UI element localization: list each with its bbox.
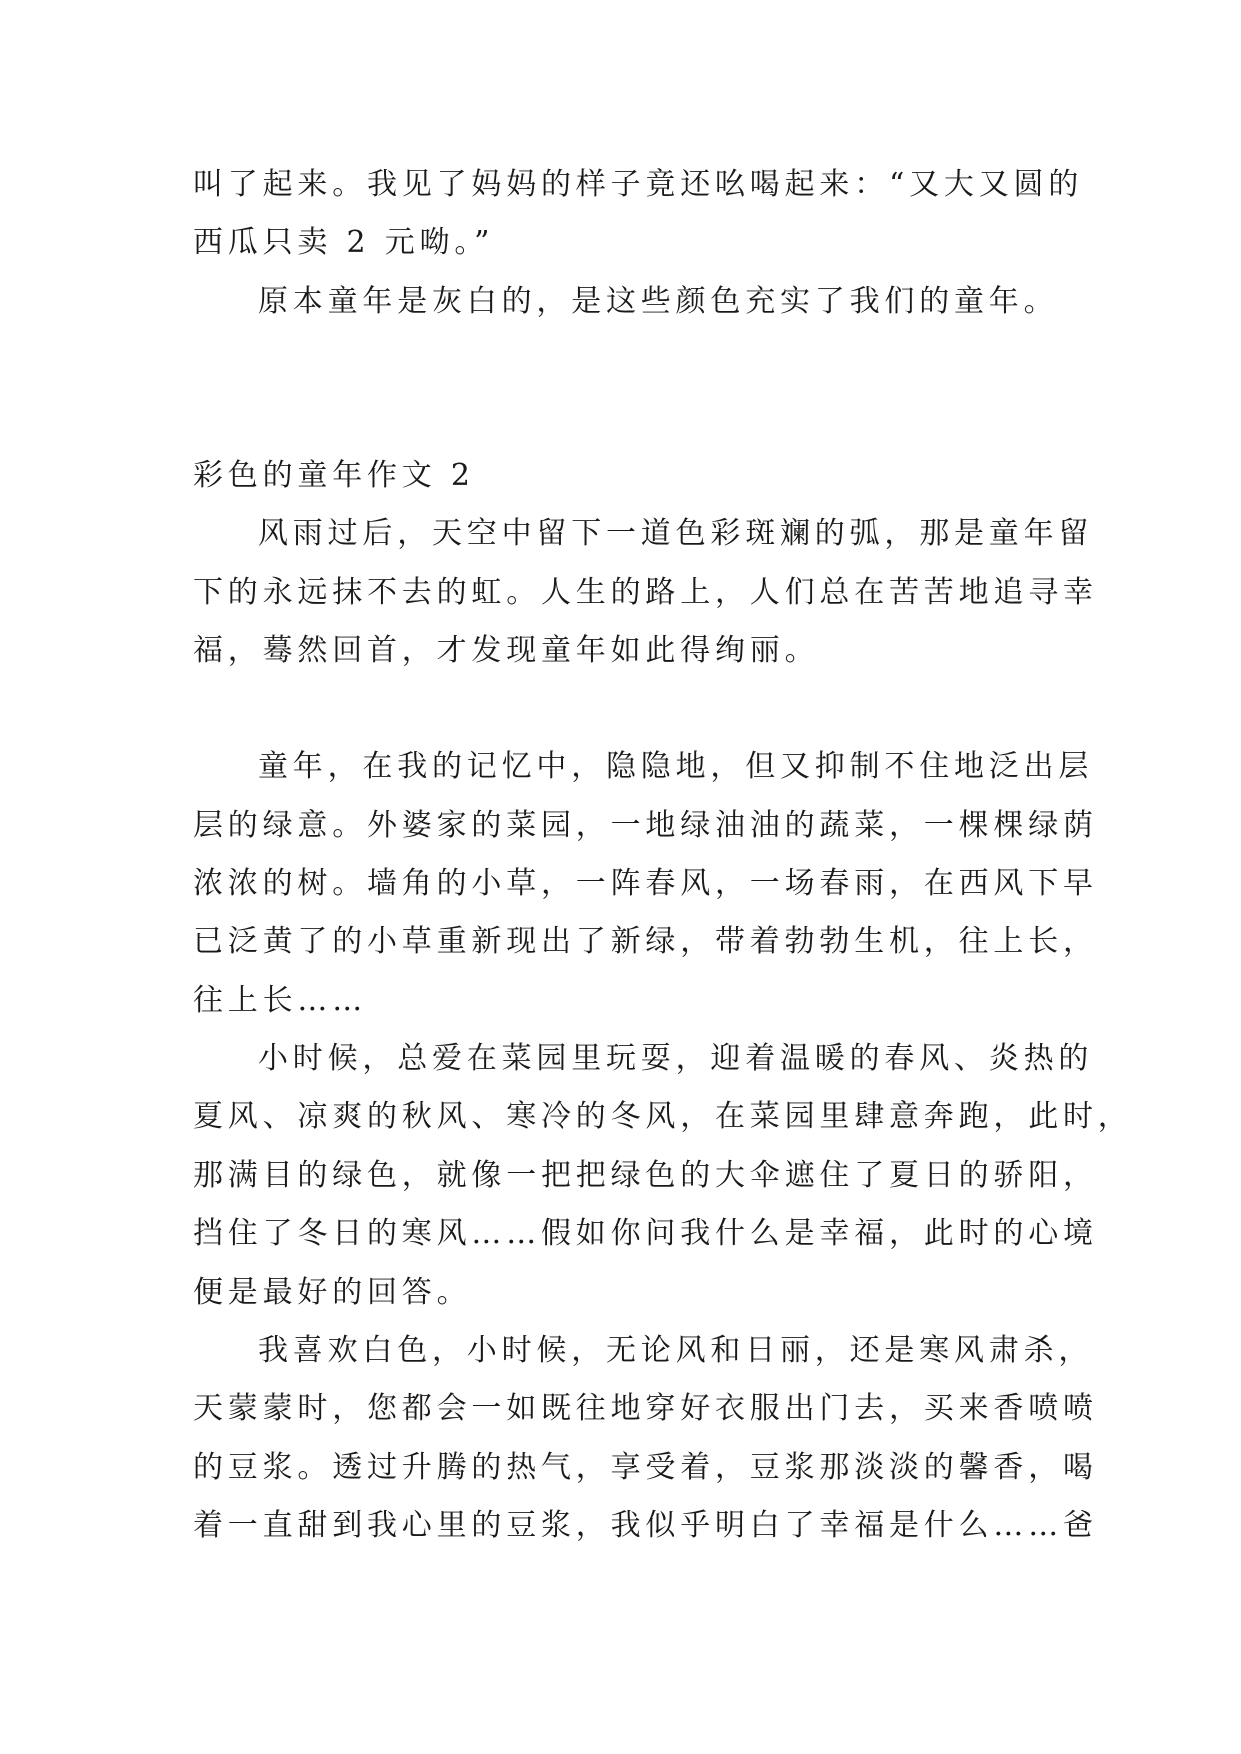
text-line: 童年，在我的记忆中，隐隐地，但又抑制不住地泛出层 <box>258 749 1094 784</box>
section-title: 彩色的童年作文 2 <box>193 458 475 493</box>
text-line: 风雨过后，天空中留下一道色彩斑斓的弧，那是童年留 <box>258 516 1094 551</box>
text-line: 福，蓦然回首，才发现童年如此得绚丽。 <box>193 633 820 668</box>
text-line: 我喜欢白色，小时候，无论风和日丽，还是寒风肃杀， <box>258 1333 1094 1368</box>
text-line: 浓浓的树。墙角的小草，一阵春风，一场春雨，在西风下早 <box>193 866 1098 901</box>
text-line: 的豆浆。透过升腾的热气，享受着，豆浆那淡淡的馨香，喝 <box>193 1450 1098 1485</box>
text-line: 往上长…… <box>193 983 367 1018</box>
text-line: 已泛黄了的小草重新现出了新绿，带着勃勃生机，往上长， <box>193 924 1098 959</box>
text-line: 层的绿意。外婆家的菜园，一地绿油油的蔬菜，一棵棵绿荫 <box>193 808 1098 843</box>
text-line: 小时候，总爱在菜园里玩耍，迎着温暖的春风、炎热的 <box>258 1041 1094 1076</box>
text-line: 着一直甜到我心里的豆浆，我似乎明白了幸福是什么……爸 <box>193 1508 1098 1543</box>
text-line: 便是最好的回答。 <box>193 1275 472 1310</box>
text-line: 西瓜只卖 2 元呦。” <box>193 225 495 260</box>
text-line: 那满目的绿色，就像一把把绿色的大伞遮住了夏日的骄阳， <box>193 1158 1098 1193</box>
text-line: 叫了起来。我见了妈妈的样子竟还吆喝起来：“又大又圆的 <box>193 167 1084 202</box>
text-line: 原本童年是灰白的，是这些颜色充实了我们的童年。 <box>258 284 1059 319</box>
text-line: 挡住了冬日的寒风……假如你问我什么是幸福，此时的心境 <box>193 1216 1098 1251</box>
text-line: 天蒙蒙时，您都会一如既往地穿好衣服出门去，买来香喷喷 <box>193 1391 1098 1426</box>
text-line: 下的永远抹不去的虹。人生的路上，人们总在苦苦地追寻幸 <box>193 575 1098 610</box>
text-line: 夏风、凉爽的秋风、寒冷的冬风，在菜园里肆意奔跑，此时， <box>193 1099 1133 1134</box>
